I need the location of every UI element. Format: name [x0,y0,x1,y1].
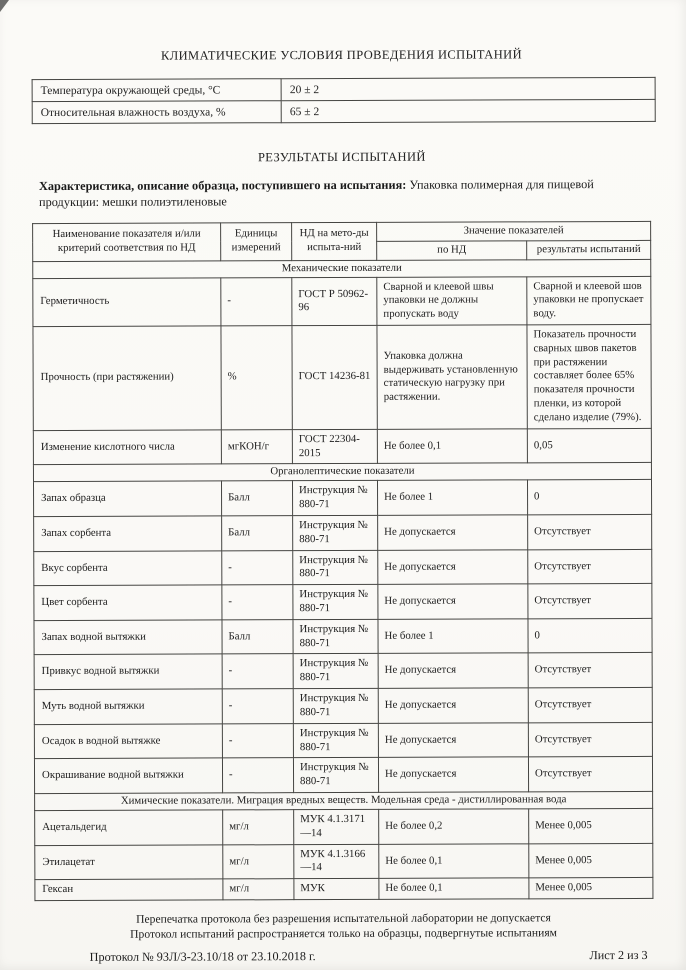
climatic-label: Температура окружающей среды, °С [32,79,281,102]
header-by-nd: по НД [377,241,527,260]
norm-cell: Не более 0,2 [379,809,529,844]
units-cell: мг/л [223,810,294,845]
climatic-row [32,77,655,101]
table-row [35,843,653,880]
result-cell: Отсутствует [528,514,652,549]
result-cell: Менее 0,005 [529,808,653,843]
result-cell: Отсутствует [528,688,652,723]
units-cell: % [221,326,292,430]
name-cell: Привкус водной вытяжки [34,654,222,689]
units-cell: - [221,277,292,326]
name-cell: Цвет сорбента [34,585,222,620]
climatic-conditions-table [32,77,656,124]
name-cell: Муть водной вытяжки [34,689,222,724]
units-cell: - [222,758,293,793]
method-cell: Инструкция № 880-71 [293,585,378,620]
method-cell: МУК 4.1.3166—14 [294,844,379,879]
header-test-results: результаты испытаний [527,240,651,259]
section-label: Механические показатели [33,259,651,278]
result-cell: Отсутствует [528,549,652,584]
method-cell: ГОСТ Р 50962-96 [292,277,377,326]
result-cell: 0 [528,618,652,653]
units-cell: - [222,689,293,724]
section-row [33,259,651,278]
header-indicator-name: Наименование показателя и/или критерий соответствия по НД [33,223,221,261]
name-cell: Запах образца [33,481,221,516]
method-cell: Инструкция № 880-71 [293,688,378,723]
result-cell: Отсутствует [528,584,652,619]
protocol-number: Протокол № 93Л/3-23.10/18 от 23.10.2018 г. [89,948,316,964]
norm-cell: Не допускается [378,515,528,550]
units-cell: Балл [221,481,292,516]
result-cell: 0 [527,480,651,515]
result-cell: Сварной и клеевой шов упаковки не пропускает воду. [527,276,651,325]
method-cell: Инструкция № 880-71 [293,654,378,689]
norm-cell: Не более 1 [378,619,528,654]
footer-bottom [90,948,648,965]
footer-note-scope: Протокол испытаний распространяется только на образцы, подвергнутые испытаниям [130,926,558,942]
sheet-number: Лист 2 из 3 [589,947,648,962]
units-cell: мг/л [223,844,294,879]
table-row [33,276,651,327]
table-row [34,653,652,690]
name-cell: Ацетальдегид [35,810,223,845]
header-units: Единицы измерений [221,223,292,261]
section-row [35,791,653,810]
units-cell: - [222,723,293,758]
section-label: Органолептические показатели [33,463,651,482]
climatic-conditions-title: КЛИМАТИЧЕСКИЕ УСЛОВИЯ ПРОВЕДЕНИЯ ИСПЫТАНИЙ [160,47,523,63]
sample-description [39,177,651,211]
norm-cell: Не допускается [378,757,528,792]
units-cell: мгКОН/г [221,429,292,464]
section-row [33,463,651,482]
footer-notes [35,910,653,943]
result-cell: Менее 0,005 [529,843,653,878]
section-label: Химические показатели. Миграция вредных веществ. Модельная среда - дистиллированная вода [35,791,653,810]
name-cell: Гексан [35,879,223,900]
method-cell: Инструкция № 880-71 [292,481,377,516]
norm-cell: Не допускается [378,688,528,723]
table-row [34,549,652,586]
norm-cell: Не более 0,1 [379,878,529,899]
climatic-value: 65 ± 2 [281,99,655,122]
result-cell: Менее 0,005 [529,878,653,899]
table-row [33,428,651,465]
result-cell: Отсутствует [528,653,652,688]
units-cell: мг/л [223,879,294,900]
table-row [34,688,652,725]
units-cell: Балл [222,620,293,655]
norm-cell: Не более 0,1 [379,843,529,878]
footer-note-reprint: Перепечатка протокола без разрешения испытательной лаборатории не допускается [136,911,551,926]
method-cell: Инструкция № 880-71 [293,515,378,550]
table-row [35,878,653,901]
norm-cell: Не допускается [378,549,528,584]
name-cell: Запах водной вытяжки [34,620,222,655]
table-row [34,584,652,621]
name-cell: Прочность (при растяжении) [33,326,221,430]
name-cell: Запах сорбента [34,516,222,551]
result-cell: Отсутствует [528,722,652,757]
norm-cell: Не более 1 [377,480,527,515]
units-cell: - [222,585,293,620]
name-cell: Изменение кислотного числа [33,430,221,465]
table-row [34,514,652,551]
method-cell: Инструкция № 880-71 [293,550,378,585]
name-cell: Окрашивание водной вытяжки [34,758,222,793]
results-title: РЕЗУЛЬТАТЫ ИСПЫТАНИЙ [257,149,426,165]
climatic-label: Относительная влажность воздуха, % [32,101,281,124]
method-cell: ГОСТ 14236-81 [292,325,377,429]
sample-description-label: Характеристика, описание образца, поступившего на испытания: [38,177,407,194]
table-row [33,324,651,430]
header-row-top [33,221,651,242]
sample-description-value: Упаковка полимерная для пищевой продукции: мешки полиэтиленовые [38,177,594,210]
method-cell: Инструкция № 880-71 [293,619,378,654]
header-method-nd: НД на мето-ды испыта-ний [292,222,377,260]
method-cell: МУК [294,879,379,900]
result-cell: Отсутствует [528,757,652,792]
units-cell: - [222,550,293,585]
method-cell: ГОСТ 22304-2015 [292,429,377,464]
norm-cell: Не допускается [378,653,528,688]
result-cell: 0,05 [527,428,651,463]
norm-cell: Не допускается [378,584,528,619]
result-cell: Показатель прочности сварных швов пакетов при растяжении составляет более 65% показателя прочности пленки, из которой сделано изделие (79%). [527,324,651,428]
table-row [34,722,652,759]
results-table [32,221,653,901]
table-row [34,757,652,794]
table-row [35,808,653,845]
name-cell: Герметичность [33,278,221,327]
norm-cell: Сварной и клеевой швы упаковки не должны пропускать воду [377,276,527,325]
name-cell: Вкус сорбента [34,551,222,586]
climatic-row [32,99,655,123]
table-row [34,618,652,655]
table-row [33,480,651,517]
norm-cell: Не допускается [378,723,528,758]
units-cell: - [222,654,293,689]
name-cell: Этилацетат [35,845,223,880]
method-cell: МУК 4.1.3171—14 [294,809,379,844]
method-cell: Инструкция № 880-71 [293,723,378,758]
climatic-value: 20 ± 2 [281,77,655,100]
name-cell: Осадок в водной вытяжке [34,724,222,759]
norm-cell: Упаковка должна выдерживать установленную статическую нагрузку при растяжении. [377,325,527,429]
units-cell: Балл [222,516,293,551]
norm-cell: Не более 0,1 [377,429,527,464]
method-cell: Инструкция № 880-71 [293,758,378,793]
header-values-group: Значение показателей [377,221,651,241]
